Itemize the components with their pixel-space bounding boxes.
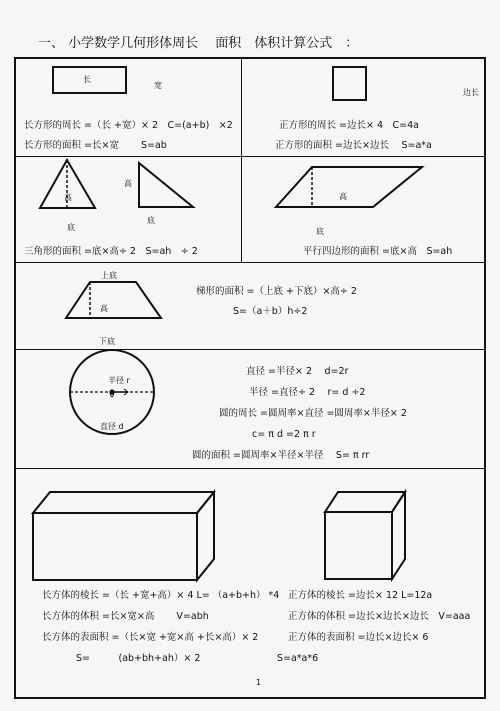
parallelogram-base-label: 底 — [316, 227, 324, 236]
square-side-label: 边长 — [463, 88, 479, 97]
trapezoid-area-formula: 梯形的面积 =（上底 +下底）×高÷ 2 — [196, 286, 357, 297]
rectangle-perimeter-formula: 长方形的周长 =（长 +宽）× 2 C=(a+b) ×2 — [24, 120, 233, 131]
triangle-height-label: 高 — [64, 193, 72, 202]
triangle-base-label: 底 — [67, 223, 75, 232]
parallelogram-height-label: 高 — [339, 192, 347, 201]
triangle-right-height-label: 高 — [124, 179, 132, 188]
page-number: 1 — [256, 678, 262, 687]
triangle-area-formula: 三角形的面积 =底×高÷ 2 S=ah ÷ 2 — [24, 246, 198, 257]
circle-circumference-formula: 圆的周长 =圆周率×直径 =圆周率×半径× 2 — [219, 408, 407, 419]
circle-diameter-formula: 直径 =半径× 2 d=2r — [246, 366, 349, 377]
circle-radius-label: 半径 r — [108, 376, 130, 385]
parallelogram-area-formula: 平行四边形的面积 =底×高 S=ah — [303, 246, 453, 257]
cube-surface-symbolic: S=a*a*6 — [277, 653, 319, 664]
rectangle-width-label: 宽 — [154, 81, 162, 90]
circle-area-formula: 圆的面积 =圆周率×半径×半径 S= π rr — [192, 450, 370, 461]
cuboid-edge-formula: 长方体的棱长 =（长 +宽+高）× 4 L= （a+b+h） *4 — [42, 590, 280, 601]
rectangle-length-label: 长 — [83, 75, 91, 84]
trapezoid-height-label: 高 — [100, 304, 108, 313]
circle-radius-formula: 半径 =直径÷ 2 r= d ÷2 — [249, 387, 366, 398]
page-title: 一、 小学数学几何形体周长 面积 体积计算公式 ： — [38, 36, 359, 51]
cube-surface-formula: 正方体的表面积 =边长×边长× 6 — [288, 632, 429, 643]
rectangle-area-formula: 长方形的面积 =长×宽 S=ab — [24, 140, 167, 151]
circle-circumference-symbolic: c= π d =2 π r — [252, 429, 316, 440]
cube-volume-formula: 正方体的体积 =边长×边长×边长 V=aaa — [288, 611, 471, 622]
square-perimeter-formula: 正方形的周长 =边长× 4 C=4a — [279, 120, 419, 131]
trapezoid-bottom-label: 下底 — [99, 337, 115, 346]
triangle-right-base-label: 底 — [147, 216, 155, 225]
cuboid-surface-formula: 长方体的表面积 =（长×宽 +宽×高 +长×高）× 2 — [42, 632, 259, 643]
cuboid-surface-symbolic: S= (ab+bh+ah）× 2 — [76, 653, 201, 664]
square-area-formula: 正方形的面积 =边长×边长 S=a*a — [275, 140, 432, 151]
trapezoid-area-symbolic: S=（a＋b）h÷2 — [233, 306, 308, 317]
circle-diameter-label: 直径 d — [100, 422, 124, 431]
cuboid-volume-formula: 长方体的体积 =长×宽×高 V=abh — [42, 611, 209, 622]
trapezoid-top-label: 上底 — [101, 271, 117, 280]
cube-edge-formula: 正方体的棱长 =边长× 12 L=12a — [288, 590, 433, 601]
